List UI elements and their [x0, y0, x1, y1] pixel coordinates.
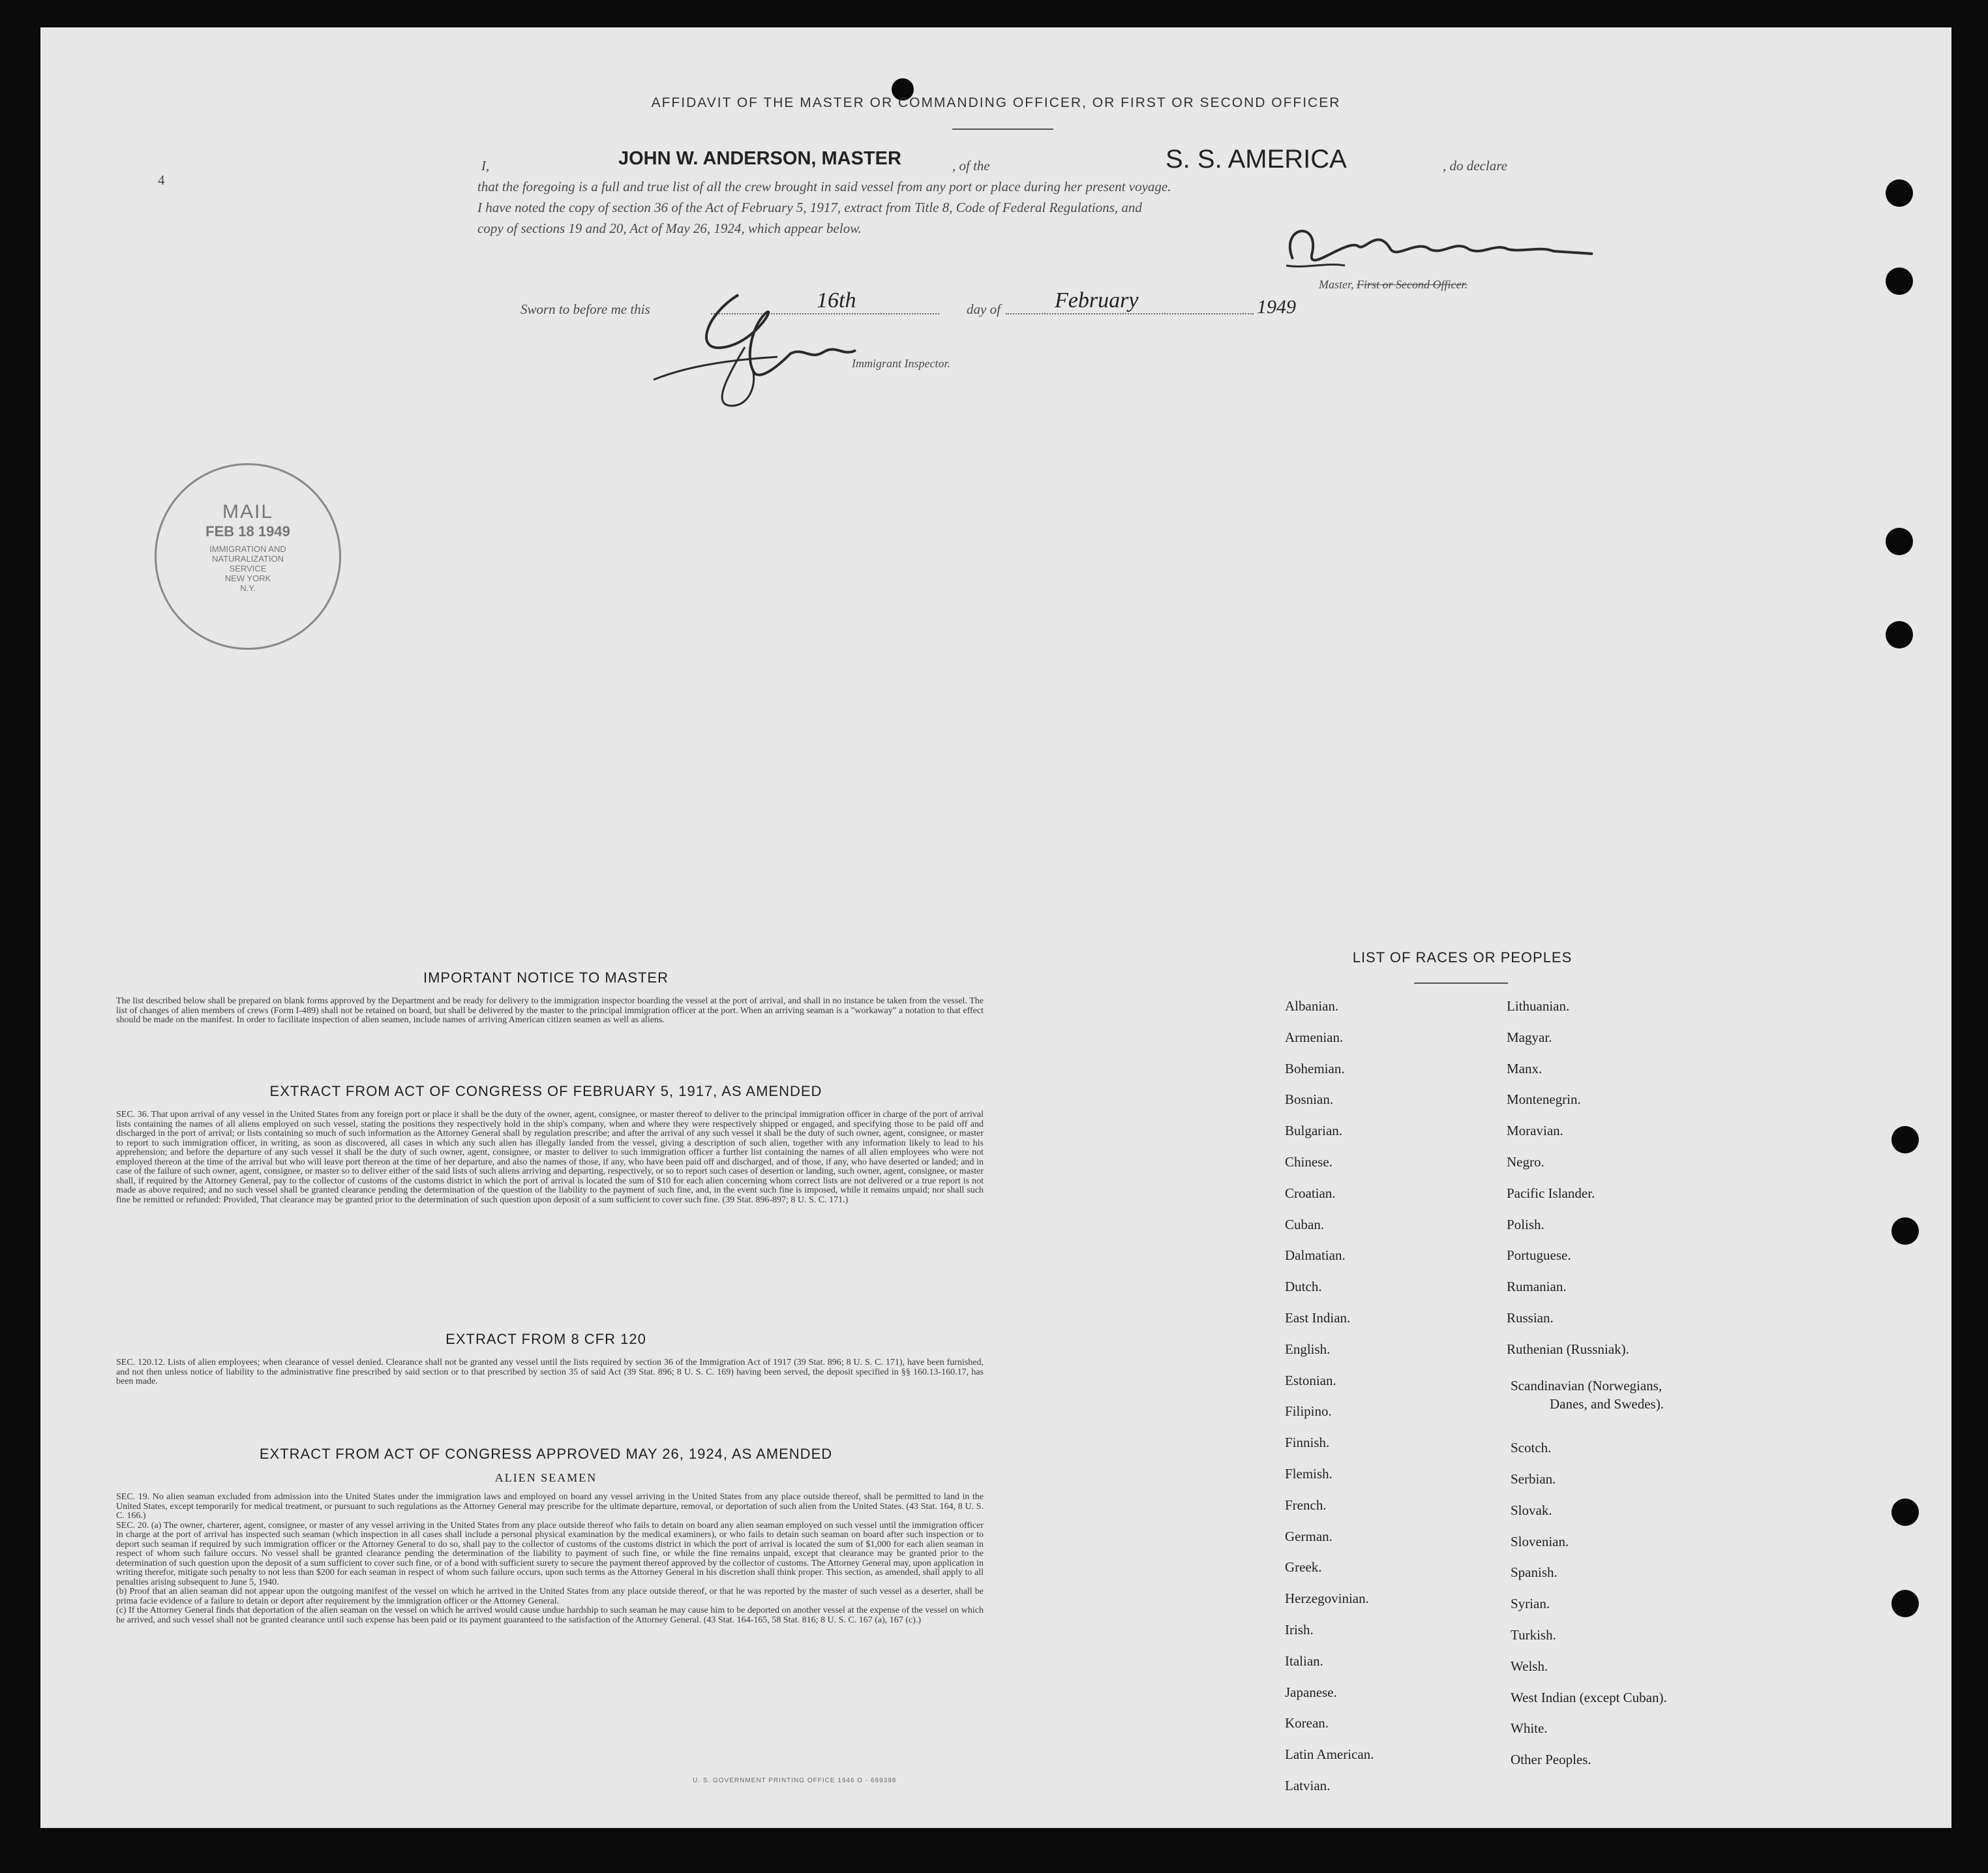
extract-1924-title: EXTRACT FROM ACT OF CONGRESS APPROVED MAY 26, 1924, AS AMENDED: [259, 1446, 833, 1462]
stamp-line-4: NEW YORK: [224, 573, 271, 583]
races-title-rule: [1414, 982, 1508, 984]
master-name: JOHN W. ANDERSON, MASTER: [618, 148, 901, 169]
receipt-stamp: [155, 463, 341, 650]
race-item: Armenian.: [1285, 1029, 1344, 1045]
race-item: Italian.: [1285, 1652, 1323, 1669]
races-title: LIST OF RACES OR PEOPLES: [1352, 949, 1573, 966]
sworn-year: 1949: [1257, 296, 1296, 318]
title-rule: [952, 129, 1053, 130]
race-item: Welsh.: [1511, 1658, 1548, 1674]
affidavit-page: [40, 27, 1951, 1828]
race-item: Estonian.: [1285, 1372, 1336, 1388]
race-item: Herzegovinian.: [1285, 1591, 1369, 1607]
race-item: Serbian.: [1511, 1471, 1556, 1487]
extract-1924-body: [116, 1493, 984, 1625]
notice-text: The list described below shall be prepared on blank forms approved by the Department and be ready for delivery to the immigration inspector boarding the vessel at the port of arrival, and shall in no instance be taken from the vessel. The list of changes of alien members of crews (Form I-489) shall not be retained on board, but shall be delivered by the master to the principal immigration officer at the port. When an arriving seaman is a "workaway" a notation to that effect should be made on the manifest. In order to facilitate inspection of alien seamen, include names of arriving American citizen seamen as well as aliens.: [116, 996, 984, 1025]
margin-mark: 4: [158, 172, 165, 188]
punch-hole: [1886, 267, 1913, 295]
race-item: Turkish.: [1511, 1627, 1556, 1643]
race-item: Japanese.: [1285, 1684, 1337, 1700]
race-item: Manx.: [1507, 1060, 1543, 1076]
stamp-line-2: NATURALIZATION: [211, 554, 284, 564]
stamp-date: FEB 18 1949: [205, 523, 290, 540]
extract-1917-title: EXTRACT FROM ACT OF CONGRESS OF FEBRUARY 5, 1917, AS AMENDED: [269, 1083, 822, 1099]
extract-cfr-text: SEC. 120.12. Lists of alien employees; when clearance of vessel denied. Clearance shall not be granted any vessel until the lists required by section 36 of the Immigration Act of 1917 (39 Stat. 896; 8 U. S. C. 171), have been furnished, and not then unless notice of liability to the administrative fine prescribed by said section or to that prescribed by section 35 of said Act (39 Stat. 896; 8 U. S. C. 169) having been served, the deposit specified in §§ 160.13-160.17, has been made.: [116, 1358, 984, 1386]
punch-hole: [1886, 528, 1913, 555]
race-item: Cuban.: [1285, 1216, 1325, 1232]
declaration-do-declare: , do declare: [1443, 158, 1507, 174]
sworn-prefix: Sworn to before me this: [520, 301, 650, 317]
race-item: Polish.: [1507, 1216, 1544, 1232]
race-item: West Indian (except Cuban).: [1511, 1689, 1667, 1705]
declaration-line-4: copy of sections 19 and 20, Act of May 26, 1924, which appear below.: [477, 221, 862, 236]
race-item: Other Peoples.: [1511, 1752, 1591, 1768]
race-item: Korean.: [1285, 1715, 1329, 1731]
race-item: Chinese.: [1285, 1154, 1333, 1170]
day-of-label: day of: [967, 301, 1001, 317]
notice-title: IMPORTANT NOTICE TO MASTER: [423, 969, 669, 986]
race-item: Syrian.: [1511, 1596, 1550, 1612]
struck-officer-title: First or Second Officer.: [1357, 278, 1468, 291]
race-item: French.: [1285, 1497, 1327, 1513]
race-item: Pacific Islander.: [1507, 1185, 1595, 1201]
punch-hole: [1891, 1217, 1919, 1245]
race-item: Latin American.: [1285, 1746, 1374, 1763]
declaration-line-2: that the foregoing is a full and true list of all the crew brought in said vessel from any port or place during her present voyage.: [477, 179, 1171, 194]
inspector-signature: [647, 275, 921, 425]
sworn-day: 16th: [817, 288, 856, 312]
punch-hole: [1886, 179, 1913, 207]
master-signature: [1267, 213, 1606, 285]
race-item: Filipino.: [1285, 1403, 1332, 1420]
sec-20b-text: (b) Proof that an alien seaman did not appear upon the outgoing manifest of the vessel on which he arrived in the United States from any place outside thereof, or that he was reported by the master of such vessel as a deserter, shall be prima facie evidence of a failure to detain or deport after requirement by the immigration officer or the Attorney General.: [116, 1587, 984, 1606]
sec-19-text: SEC. 19. No alien seaman excluded from admission into the United States under the immigration laws and employed on board any vessel arriving in the United States from any place outside thereof, shall be permitted to land in the United States, except temporarily for medical treatment, or pursuant to such regulations as the Attorney General may prescribe for the ultimate departure, removal, or deportation of such alien from the United States. (43 Stat. 164, 8 U. S. C. 166.): [116, 1492, 984, 1521]
sworn-year-prefix: [1257, 296, 1296, 318]
stamp-line-1: IMMIGRATION AND: [209, 544, 286, 554]
master-label: [1319, 278, 1468, 292]
punch-hole: [1891, 1126, 1919, 1153]
race-item-scandinavian: Scandinavian (Norwegians,: [1511, 1377, 1663, 1393]
race-item: Irish.: [1285, 1622, 1314, 1637]
race-item: Portuguese.: [1507, 1247, 1571, 1264]
punch-hole: [1891, 1590, 1919, 1617]
race-item: Bosnian.: [1285, 1091, 1334, 1108]
race-item: Dutch.: [1285, 1279, 1322, 1295]
extract-1917-text: SEC. 36. That upon arrival of any vessel in the United States from any foreign port or place it shall be the duty of the owner, agent, consignee, or master thereof to deliver to the principal immigration officer in charge of the port of arrival lists containing the names of all aliens employed on such vessel, stating the positions they respectively hold in the ship's company, when and where they were respectively shipped or engaged, and specifying those to be paid off and discharged in the port of arrival; or lists containing so much of such information as the Attorney General shall by regulation prescribe; and after the arrival of any such vessel it shall be the duty of such owner, agent, consignee, or master to report to such immigration officer, in writing, as soon as discovered, all cases in which any such alien has illegally landed from the vessel, giving a description of such alien, together with any information likely to lead to his apprehension; and before the departure of any such vessel it shall be the duty of such owner, agent, consignee, or master to deliver to such immigration officer a further list containing the names of all alien employees who were not employed thereon at the time of the arrival but who will leave port thereon at the time of her departure, and also the names of those, if any, who have been paid off and discharged, and of those, if any, who have deserted or landed; and in case of the failure of such owner, agent, consignee, or master so to deliver either of the said lists of such aliens arriving and departing, respectively, or so to report such cases of desertion or landing, such owner, agent, consignee, or master shall, if required by the Attorney General, pay to the collector of customs of the customs district in which the port of arrival is located the sum of $10 for each alien concerning whom correct lists are not delivered or a true report is not made as above required; and no such vessel shall be granted clearance pending the determination of the question of the liability to the payment of such fine, and, in the event such fine is imposed, while it remains unpaid; nor shall such fine be remitted or refunded: Provided, That clearance may be granted prior to the determination of such question upon deposit of a sum sufficient to cover such fine. (39 Stat. 896-897; 8 U. S. C. 171.): [116, 1110, 984, 1205]
race-item: White.: [1511, 1720, 1548, 1737]
race-item: Bohemian.: [1285, 1060, 1345, 1076]
race-item: Moravian.: [1507, 1123, 1563, 1139]
race-item: Magyar.: [1507, 1029, 1552, 1045]
extract-cfr-title: EXTRACT FROM 8 CFR 120: [445, 1331, 646, 1347]
month-rule: [1006, 313, 1254, 315]
declaration-i: I,: [481, 158, 490, 174]
master-title: Master,: [1319, 278, 1357, 291]
race-item: Montenegrin.: [1507, 1091, 1581, 1108]
sec-20c-text: (c) If the Attorney General finds that deportation of the alien seaman on the vessel on which he arrived would cause undue hardship to such seaman he may cause him to be deported on another vessel at the expense of the vessel on which he arrived, and such vessel shall not be granted clearance until such expense has been paid or its payment guaranteed to the satisfaction of the Attorney General. (43 Stat. 164-165, 58 Stat. 816; 8 U. S. C. 167 (a), 167 (c).): [116, 1606, 984, 1625]
sworn-month: February: [1055, 288, 1139, 312]
affidavit-title: AFFIDAVIT OF THE MASTER OR COMMANDING OFFICER, OR FIRST OR SECOND OFFICER: [651, 95, 1341, 110]
race-item: Bulgarian.: [1285, 1123, 1343, 1139]
punch-hole: [1891, 1499, 1919, 1526]
vessel-name: S. S. AMERICA: [1166, 145, 1347, 174]
race-item: Latvian.: [1285, 1778, 1331, 1793]
declaration-line-3: I have noted the copy of section 36 of the Act of February 5, 1917, extract from Title 8, Code of Federal Regulations, and: [477, 200, 1142, 215]
race-item: Greek.: [1285, 1559, 1322, 1576]
stamp-mail: MAIL: [222, 501, 274, 523]
race-item: English.: [1285, 1341, 1331, 1357]
race-item: Lithuanian.: [1507, 998, 1570, 1014]
race-item: Dalmatian.: [1285, 1247, 1346, 1264]
sec-20a-text: SEC. 20. (a) The owner, charterer, agent, consignee, or master of any vessel arriving in the United States from any place outside thereof who fails to detain on board any alien seaman employed on such vessel until the immigration officer in charge at the port of arrival has inspected such seaman (which inspection in all cases shall include a personal physical examination by the medical examiners), or who fails to detain such seaman on board after such inspection or to deport such seaman if required by such immigration officer or the Attorney General to do so, shall pay to the collector of customs of the customs district in which the port of arrival is located the sum of $1,000 for each alien seaman in respect of whom such failure occurs. No vessel shall be granted clearance pending the determination of the liability to payment of such fine, or while the fine remains unpaid, except that clearance may be granted prior to the determination of such question upon the deposit of a sum sufficient to cover such fine, or of a bond with sufficient surety to secure the payment thereof approved by the collector of customs. The Attorney General may, upon application in writing therefor, mitigate such penalty to not less than $200 for each seaman in respect of whom such failure occurs, upon such terms as the Attorney General in his discretion shall think proper. This section, as amended, shall apply to all penalties arising subsequent to June 5, 1940.: [116, 1520, 984, 1587]
race-item: Slovenian.: [1511, 1533, 1569, 1549]
race-item-scandinavian-cont: Danes, and Swedes).: [1550, 1395, 1664, 1412]
stamp-line-3: SERVICE: [229, 564, 267, 573]
race-item: Spanish.: [1511, 1564, 1558, 1581]
race-item: German.: [1285, 1528, 1333, 1544]
stamp-line-5: N.Y.: [240, 583, 256, 593]
race-item: Finnish.: [1285, 1435, 1330, 1451]
extract-1924-subtitle: ALIEN SEAMEN: [494, 1471, 597, 1484]
race-item: Ruthenian (Russniak).: [1507, 1341, 1629, 1357]
punch-hole: [1886, 621, 1913, 648]
race-item: Croatian.: [1285, 1185, 1336, 1201]
race-item: Russian.: [1507, 1310, 1554, 1326]
printer-imprint: U. S. GOVERNMENT PRINTING OFFICE 1946 O - 699398: [693, 1777, 897, 1784]
race-item: Flemish.: [1285, 1466, 1333, 1482]
race-item: Albanian.: [1285, 998, 1339, 1014]
race-item: Rumanian.: [1507, 1279, 1567, 1295]
race-item: Slovak.: [1511, 1502, 1552, 1518]
race-item: Negro.: [1507, 1154, 1544, 1170]
race-item: Scotch.: [1511, 1440, 1552, 1456]
declaration-of-the: , of the: [952, 158, 990, 174]
inspector-label: Immigrant Inspector.: [852, 357, 950, 370]
race-item: East Indian.: [1285, 1310, 1351, 1326]
